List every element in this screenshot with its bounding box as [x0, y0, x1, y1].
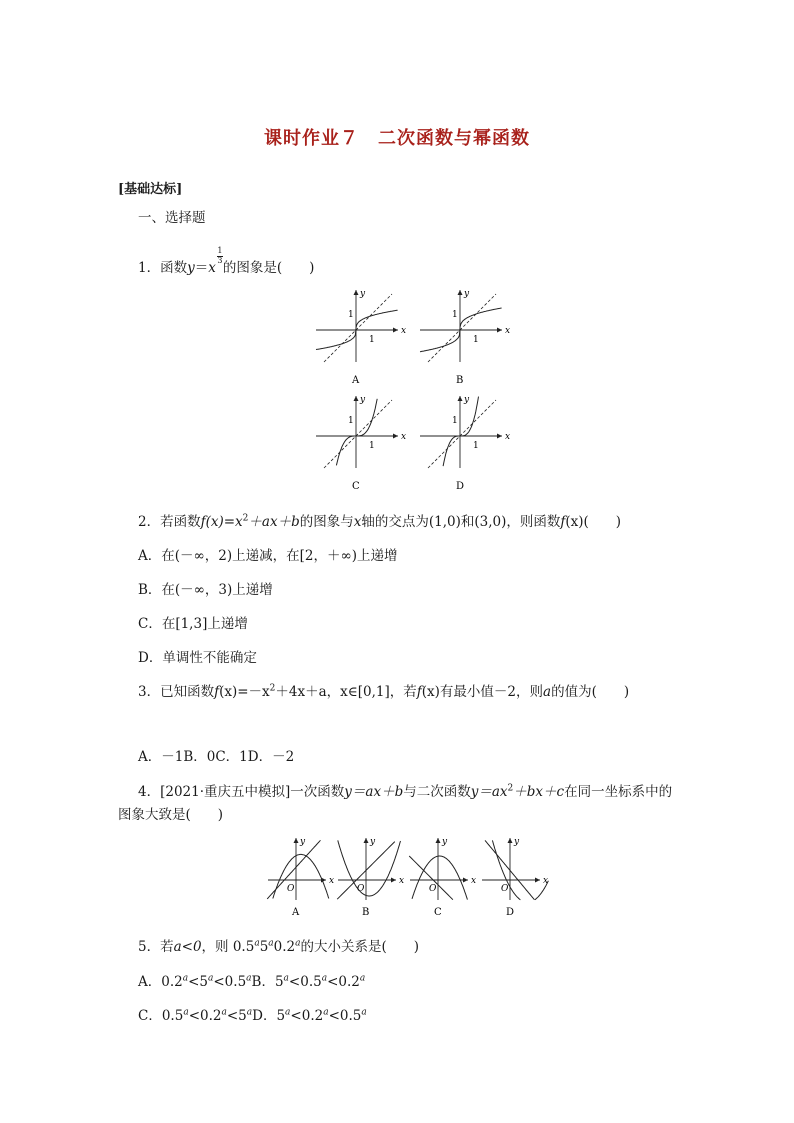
x-axis-label: x	[329, 876, 335, 886]
tick-label-y-one: 1	[452, 416, 458, 426]
q3-stem: 3．已知函数$f(x)=-x^2+4x+a$，x∈[0,1]，若f(x)有最小值－2，则a的值为( )	[138, 683, 630, 700]
q5-options-cd: C．$0.5^a<0.2^a<5^aD$．$5^a<0.2^a<0.5^a$	[138, 1007, 367, 1024]
q4-graph-D	[482, 837, 548, 918]
y-axis-arrow	[364, 838, 369, 843]
q4-stem-line1: 4．[2021·重庆五中模拟]一次函数y＝ax＋b与二次函数$y=ax^2+bx+c$在同一坐标系中的	[138, 783, 673, 800]
tick-label-x-one: 1	[369, 441, 375, 451]
q2-option-b: B．在(－∞，3)上递增	[138, 582, 273, 598]
option-label: A	[352, 375, 360, 386]
y-axis-label: y	[514, 837, 520, 847]
x-axis-label: x	[505, 326, 511, 336]
x-axis-arrow	[535, 878, 540, 883]
option-label: C	[434, 907, 442, 918]
origin-label: O	[287, 884, 295, 894]
y-axis-label: y	[360, 395, 366, 405]
tick-label-x-one: 1	[369, 335, 375, 345]
tick-label-y-one: 1	[452, 310, 458, 320]
section-heading: [基础达标]	[118, 182, 183, 197]
page-title: 课时作业７ 二次函数与幂函数	[264, 128, 530, 149]
q4-stem-line2: 图象大致是( )	[118, 807, 224, 823]
y-axis-arrow	[508, 838, 513, 843]
tick-label-y-one: 1	[348, 310, 354, 320]
q3-options: A．－1B．0C．1D．－2	[138, 749, 295, 765]
y-axis-label: y	[360, 289, 366, 299]
quadratic-function-curve	[273, 854, 329, 898]
q2-option-d: D．单调性不能确定	[138, 650, 257, 666]
tick-label-x-one: 1	[473, 441, 479, 451]
part-heading: 一、选择题	[138, 210, 206, 226]
x-axis-label: x	[505, 432, 511, 442]
quadratic-function-curve	[338, 840, 401, 896]
y-axis-label: y	[300, 837, 306, 847]
y-axis-label: y	[370, 837, 376, 847]
option-label: A	[292, 907, 300, 918]
x-axis-label: x	[399, 876, 405, 886]
y-axis-arrow	[294, 838, 299, 843]
origin-label: O	[429, 884, 437, 894]
x-axis-arrow	[463, 878, 468, 883]
x-axis-arrow	[391, 878, 396, 883]
x-axis-label: x	[543, 876, 549, 886]
option-label: B	[362, 907, 370, 918]
x-axis-label: x	[401, 326, 407, 336]
q4-graph-B	[337, 837, 404, 918]
tick-label-y-one: 1	[348, 416, 354, 426]
origin-label: O	[357, 884, 365, 894]
option-label: D	[456, 481, 465, 492]
q2-option-a: A．在(－∞，2)上递减，在[2，＋∞)上递增	[138, 548, 398, 564]
origin-label: O	[501, 884, 509, 894]
x-axis-label: x	[401, 432, 407, 442]
q4-graph-A	[267, 837, 334, 918]
q4-graph-C	[409, 837, 476, 918]
q1-exponent-fraction: $\frac{1}{3}$	[217, 246, 223, 265]
q2-option-c: C．在[1,3]上递增	[138, 616, 248, 632]
x-axis-label: x	[471, 876, 477, 886]
q5-options-ab: A．$0.2^a<5^a<0.5^aB$．$5^a<0.5^a<0.2^a$	[138, 973, 366, 990]
option-label: B	[456, 375, 464, 386]
q1-stem: 1．函数y＝x $\frac{1}{3}$ 的图象是( )	[138, 246, 315, 276]
y-axis-label: y	[464, 289, 470, 299]
y-axis-label: y	[442, 837, 448, 847]
tick-label-x-one: 1	[473, 335, 479, 345]
quadratic-function-curve	[412, 856, 467, 900]
y-axis-label: y	[464, 395, 470, 405]
option-label: D	[506, 907, 515, 918]
y-axis-arrow	[436, 838, 441, 843]
q5-stem: 5．若a<0，则 0.5$^a$5$^a$0.2$^a$的大小关系是( )	[138, 938, 420, 955]
option-label: C	[352, 481, 360, 492]
q2-stem: 2．若函数$f(x)=x^2+ax+b$的图象与x轴的交点为(1,0)和(3,0)，则函数f(x)( )	[138, 513, 622, 530]
